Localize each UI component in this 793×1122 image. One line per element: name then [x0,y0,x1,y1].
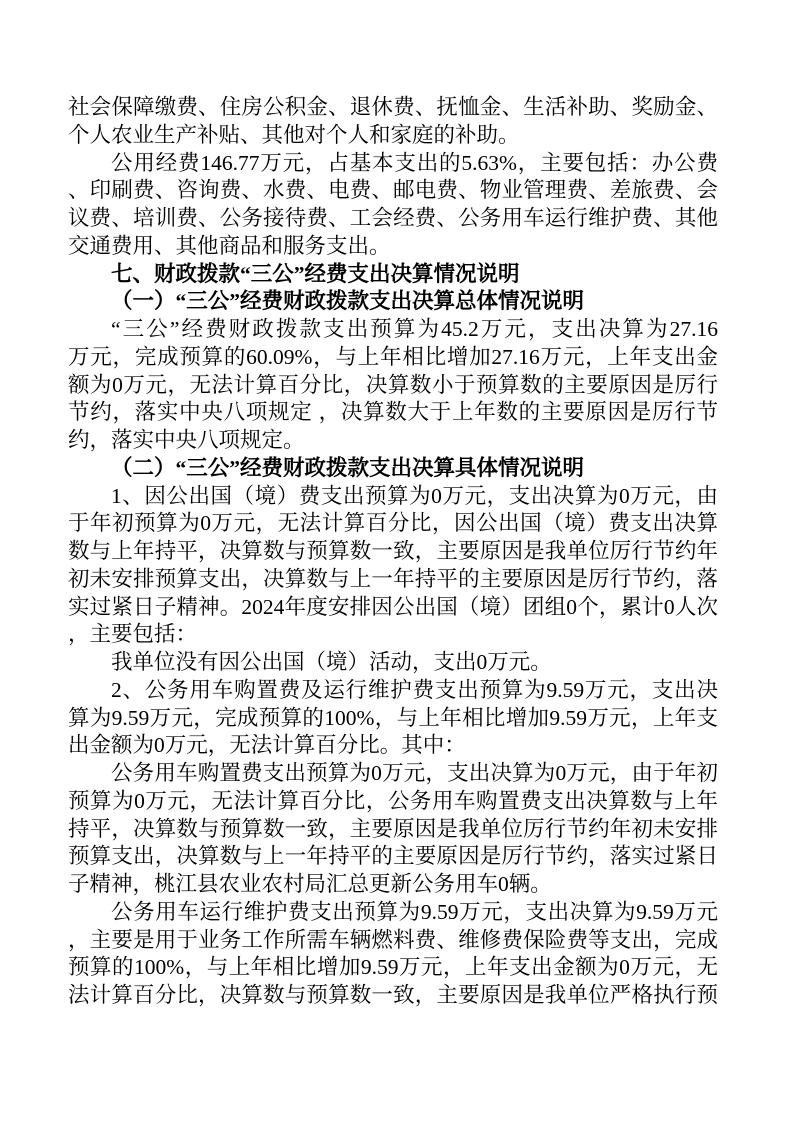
text-line: 数与上年持平，决算数与预算数一致，主要原因是我单位厉行节约年 [68,539,718,563]
text-line: 持平，决算数与预算数一致，主要原因是我单位厉行节约年初未安排 [68,816,718,841]
text-line: 公务用车购置费支出预算为0万元，支出决算为0万元，由于年初 [111,761,718,785]
paragraph [68,316,718,455]
text-line: 约，落实中央八项规定。 [68,428,305,452]
text-line: 2、公务用车购置费及运行维护费支出预算为9.59万元，支出决 [111,677,718,702]
text-line: “三公”经费财政拨款支出预算为45.2万元，支出决算为27.16 [111,317,718,341]
document-content [68,94,718,1010]
text-line: 预算支出，决算数与上一年持平的主要原因是厉行节约，落实过紧日 [68,844,718,869]
text-line: 预算为0万元，无法计算百分比，公务用车购置费支出决算数与上年 [68,788,718,813]
text-line: 个人农业生产补贴、其他对个人和家庭的补助。 [68,122,520,147]
text-line: 交通费用、其他商品和服务支出。 [68,233,391,258]
text-line: 公用经费146.77万元，占基本支出的5.63%，主要包括：办公费 [111,150,718,175]
text-line: 节约，落实中央八项规定 ，决算数大于上年数的主要原因是厉行节 [68,400,718,425]
section-heading [68,261,718,289]
subsection-heading [68,288,718,316]
text-line: 额为0万元，无法计算百分比，决算数小于预算数的主要原因是厉行 [68,372,718,397]
text-line: 1、因公出国（境）费支出预算为0万元，支出决算为0万元，由 [111,483,718,508]
heading-line: 七、财政拨款“三公”经费支出决算情况说明 [111,261,520,286]
text-line: 实过紧日子精神。2024年度安排因公出国（境）团组0个，累计0人次 [68,594,718,619]
paragraph [68,94,718,150]
heading-line: （一）“三公”经费财政拨款支出决算总体情况说明 [111,289,585,314]
text-line: 、印刷费、咨询费、水费、电费、邮电费、物业管理费、差旅费、会 [68,178,718,203]
text-line: 预算的100%，与上年相比增加9.59万元，上年支出金额为0万元，无 [68,955,718,980]
text-line: 子精神，桃江县农业农村局汇总更新公务用车0辆。 [68,872,552,896]
text-line: ，主要是用于业务工作所需车辆燃料费、维修费保险费等支出，完成 [68,927,718,952]
paragraph [68,899,718,1010]
subsection-heading [68,455,718,483]
text-line: 法计算百分比，决算数与预算数一致，主要原因是我单位严格执行预 [68,983,718,1007]
paragraph [68,483,718,650]
paragraph [68,677,718,760]
text-line: 算为9.59万元，完成预算的100%，与上年相比增加9.59万元，上年支 [68,705,718,730]
heading-line: （二）“三公”经费财政拨款支出决算具体情况说明 [111,455,585,480]
text-line: 于年初预算为0万元，无法计算百分比，因公出国（境）费支出决算 [68,511,718,536]
text-line: 议费、培训费、公务接待费、工会经费、公务用车运行维护费、其他 [68,206,718,230]
text-line: 万元，完成预算的60.09%，与上年相比增加27.16万元，上年支出金 [68,344,718,369]
text-line: 出金额为0万元，无法计算百分比。其中： [68,733,466,758]
text-line: 社会保障缴费、住房公积金、退休费、抚恤金、生活补助、奖励金、 [68,95,718,119]
text-line: 公务用车运行维护费支出预算为9.59万元，支出决算为9.59万元 [111,899,718,924]
text-line: 初未安排预算支出，决算数与上一年持平的主要原因是厉行节约，落 [68,566,718,591]
paragraph [68,760,718,899]
text-line: 我单位没有因公出国（境）活动，支出0万元。 [111,650,552,674]
paragraph [68,649,718,677]
text-line: ，主要包括： [68,622,198,647]
paragraph [68,150,718,261]
